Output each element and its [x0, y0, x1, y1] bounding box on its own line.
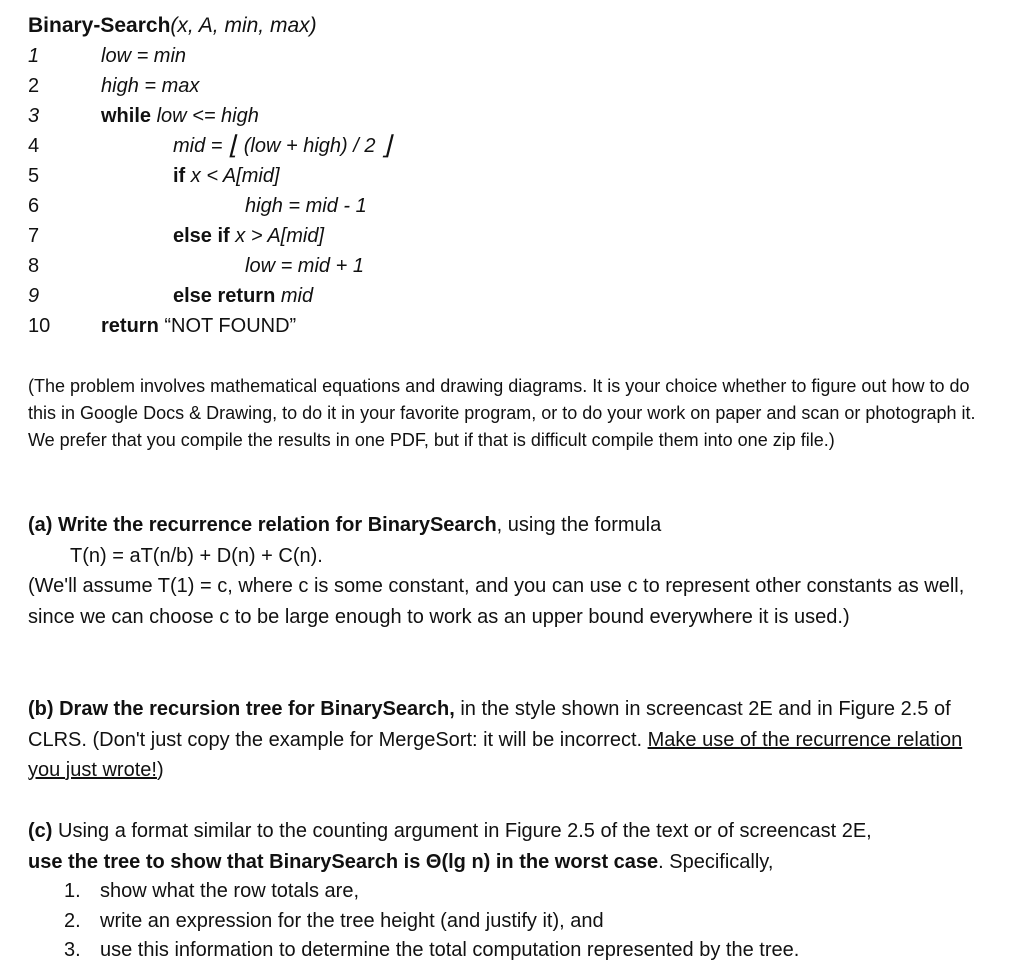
part-c-bold: use the tree to show that BinarySearch is Θ(lg n) in the worst case — [28, 850, 659, 873]
keyword-return: return — [217, 285, 276, 307]
part-c-label: (c) — [28, 820, 53, 842]
code-text: low = min — [101, 45, 187, 67]
list-text: show what the row totals are, — [100, 880, 360, 902]
list-item — [64, 907, 604, 936]
line-number: 1 — [28, 45, 40, 67]
list-text: use this information to determine the total computation represented by the tree. — [100, 939, 800, 961]
algorithm-name: Binary-Search — [28, 14, 171, 37]
code-text: “NOT FOUND” — [164, 315, 297, 337]
part-a-note: (We'll assume T(1) = c, where c is some constant, and you can use c to represent other constants as well, since we can choose c to be large enough to work as an upper bound everywhere it is used.) — [28, 575, 965, 628]
line-number: 3 — [28, 105, 40, 127]
recurrence-formula: T(n) = aT(n/b) + D(n) + C(n). — [70, 544, 323, 567]
part-c-text: Using a format similar to the counting argument in Figure 2.5 of the text or of screencast 2E, — [52, 820, 872, 842]
keyword-while: while — [101, 105, 152, 127]
line-number: 6 — [28, 195, 40, 217]
part-b-text: in the style shown in screencast 2E and in Figure 2.5 of CLRS. (Don't just copy the example for MergeSort: it will be incorrect. — [28, 698, 951, 751]
algorithm-params: (x, A, min, max) — [170, 14, 317, 37]
list-item — [64, 877, 359, 906]
code-text: mid — [280, 285, 314, 307]
code-text: low <= high — [156, 105, 259, 127]
document-page — [28, 0, 1024, 976]
code-text: high = max — [101, 75, 200, 97]
list-text: write an expression for the tree height (and justify it), and — [100, 910, 604, 932]
part-a-heading: (a) Write the recurrence relation for BinarySearch — [28, 514, 497, 536]
line-number: 7 — [28, 225, 40, 247]
code-text: x > A[mid] — [235, 225, 324, 247]
keyword-else-if: else if — [173, 225, 230, 247]
code-text: low = mid + 1 — [245, 255, 364, 277]
algorithm-title — [28, 13, 317, 39]
code-expression: (low + high) / 2 — [238, 135, 382, 157]
line-number: 9 — [28, 285, 40, 307]
floor-open-bracket: ⌊ — [228, 130, 239, 160]
list-item — [64, 936, 799, 965]
part-b-heading: (b) Draw the recursion tree for BinarySearch, — [28, 698, 455, 720]
line-number: 8 — [28, 255, 40, 277]
list-number: 3. — [64, 939, 81, 961]
part-a — [28, 510, 998, 632]
line-number: 10 — [28, 315, 51, 337]
code-text: high = mid - 1 — [245, 195, 367, 217]
part-b-underlined: Make use of the recurrence relation you just wrote! — [28, 728, 963, 781]
keyword-return: return — [101, 315, 159, 337]
keyword-else: else — [173, 285, 212, 307]
line-number: 2 — [28, 75, 40, 97]
list-number: 2. — [64, 910, 81, 932]
code-lhs: mid = — [173, 135, 229, 157]
part-a-text: , using the formula — [496, 514, 662, 536]
part-b-close: ) — [156, 759, 164, 781]
floor-close-bracket: ⌋ — [381, 130, 392, 160]
part-b — [28, 694, 998, 786]
line-number: 5 — [28, 165, 40, 187]
line-number: 4 — [28, 135, 40, 157]
keyword-if: if — [173, 165, 186, 187]
part-c-tail: . Specifically, — [658, 850, 774, 873]
code-text: x < A[mid] — [190, 165, 280, 187]
intro-paragraph: (The problem involves mathematical equations and drawing diagrams. It is your choice whether to figure out how to do this in Google Docs & Drawing, to do it in your favorite program, or to do your work on paper and scan or photograph it. We prefer that you compile the results in one PDF, but if that is difficult compile them into one zip file.) — [28, 376, 976, 450]
list-number: 1. — [64, 880, 81, 902]
part-c — [28, 816, 998, 877]
